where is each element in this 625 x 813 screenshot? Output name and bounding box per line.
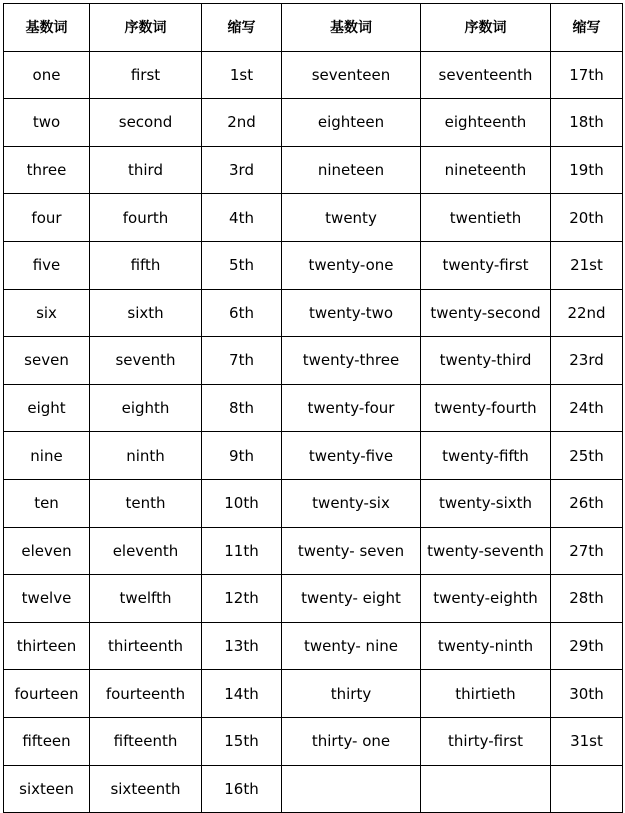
abbreviation-cell: 1st <box>202 51 282 99</box>
table-row <box>4 51 623 99</box>
cardinal-cell: nineteen <box>282 146 421 194</box>
ordinal-cell: twenty-second <box>421 289 551 337</box>
abbreviation-cell: 9th <box>202 432 282 480</box>
ordinal-cell: eleventh <box>90 527 202 575</box>
cardinal-cell: nine <box>4 432 90 480</box>
cardinal-cell: eleven <box>4 527 90 575</box>
abbreviation-cell: 27th <box>551 527 623 575</box>
cardinal-cell: twenty- seven <box>282 527 421 575</box>
header-cardinal-left: 基数词 <box>4 4 90 52</box>
table-row <box>4 337 623 385</box>
ordinal-cell: fifth <box>90 241 202 289</box>
cardinal-cell: twenty-one <box>282 241 421 289</box>
table-row <box>4 432 623 480</box>
header-abbr-right: 缩写 <box>551 4 623 52</box>
abbreviation-cell: 7th <box>202 337 282 385</box>
abbreviation-cell: 25th <box>551 432 623 480</box>
abbreviation-cell: 29th <box>551 622 623 670</box>
ordinal-cell: seventh <box>90 337 202 385</box>
table-row <box>4 146 623 194</box>
abbreviation-cell: 24th <box>551 384 623 432</box>
table-row <box>4 527 623 575</box>
abbreviation-cell: 8th <box>202 384 282 432</box>
cardinal-cell: two <box>4 99 90 147</box>
ordinal-cell: eighteenth <box>421 99 551 147</box>
ordinal-cell: sixth <box>90 289 202 337</box>
table-row <box>4 575 623 623</box>
abbreviation-cell: 2nd <box>202 99 282 147</box>
abbreviation-cell: 6th <box>202 289 282 337</box>
cardinal-cell: fourteen <box>4 670 90 718</box>
abbreviation-cell: 3rd <box>202 146 282 194</box>
ordinal-cell: tenth <box>90 479 202 527</box>
ordinal-cell: twentieth <box>421 194 551 242</box>
ordinal-cell: nineteenth <box>421 146 551 194</box>
cardinal-cell: seventeen <box>282 51 421 99</box>
abbreviation-cell: 28th <box>551 575 623 623</box>
ordinal-cell: twenty-third <box>421 337 551 385</box>
cardinal-cell: four <box>4 194 90 242</box>
cardinal-cell: five <box>4 241 90 289</box>
cardinal-cell: twenty <box>282 194 421 242</box>
ordinal-cell: thirteenth <box>90 622 202 670</box>
cardinal-cell: thirty <box>282 670 421 718</box>
ordinal-cell: third <box>90 146 202 194</box>
ordinal-cell: fifteenth <box>90 717 202 765</box>
ordinal-cell: twenty-sixth <box>421 479 551 527</box>
abbreviation-cell: 19th <box>551 146 623 194</box>
cardinal-cell: seven <box>4 337 90 385</box>
abbreviation-cell: 17th <box>551 51 623 99</box>
ordinal-cell: twenty-eighth <box>421 575 551 623</box>
header-ordinal-right: 序数词 <box>421 4 551 52</box>
ordinal-cell: twenty-fourth <box>421 384 551 432</box>
abbreviation-cell: 22nd <box>551 289 623 337</box>
cardinal-cell: twenty- eight <box>282 575 421 623</box>
ordinal-cell: ninth <box>90 432 202 480</box>
header-cardinal-right: 基数词 <box>282 4 421 52</box>
abbreviation-cell: 21st <box>551 241 623 289</box>
ordinal-cell: thirtieth <box>421 670 551 718</box>
table-row <box>4 622 623 670</box>
table-row <box>4 194 623 242</box>
table-row <box>4 99 623 147</box>
abbreviation-cell: 30th <box>551 670 623 718</box>
ordinal-cell: sixteenth <box>90 765 202 813</box>
header-abbr-left: 缩写 <box>202 4 282 52</box>
ordinal-cell: thirty-first <box>421 717 551 765</box>
ordinal-cell: seventeenth <box>421 51 551 99</box>
header-ordinal-left: 序数词 <box>90 4 202 52</box>
cardinal-cell: twenty-four <box>282 384 421 432</box>
cardinal-cell: three <box>4 146 90 194</box>
abbreviation-cell <box>551 765 623 813</box>
abbreviation-cell: 5th <box>202 241 282 289</box>
table-row <box>4 479 623 527</box>
table-body <box>4 51 623 813</box>
cardinal-cell: thirteen <box>4 622 90 670</box>
ordinal-cell: first <box>90 51 202 99</box>
abbreviation-cell: 10th <box>202 479 282 527</box>
cardinal-cell: twenty-two <box>282 289 421 337</box>
cardinal-cell: twenty-five <box>282 432 421 480</box>
cardinal-cell: eighteen <box>282 99 421 147</box>
table-row <box>4 289 623 337</box>
abbreviation-cell: 23rd <box>551 337 623 385</box>
cardinal-cell: eight <box>4 384 90 432</box>
number-table <box>3 3 623 813</box>
cardinal-cell <box>282 765 421 813</box>
abbreviation-cell: 12th <box>202 575 282 623</box>
ordinal-cell: fourteenth <box>90 670 202 718</box>
abbreviation-cell: 18th <box>551 99 623 147</box>
abbreviation-cell: 4th <box>202 194 282 242</box>
ordinal-cell <box>421 765 551 813</box>
table-row <box>4 384 623 432</box>
cardinal-cell: twenty-three <box>282 337 421 385</box>
abbreviation-cell: 14th <box>202 670 282 718</box>
table-row <box>4 670 623 718</box>
cardinal-cell: one <box>4 51 90 99</box>
ordinal-cell: twenty-fifth <box>421 432 551 480</box>
abbreviation-cell: 26th <box>551 479 623 527</box>
cardinal-cell: six <box>4 289 90 337</box>
ordinal-cell: twelfth <box>90 575 202 623</box>
cardinal-cell: fifteen <box>4 717 90 765</box>
ordinal-cell: twenty-first <box>421 241 551 289</box>
abbreviation-cell: 16th <box>202 765 282 813</box>
cardinal-cell: sixteen <box>4 765 90 813</box>
ordinal-cell: eighth <box>90 384 202 432</box>
table-row <box>4 241 623 289</box>
ordinal-cell: twenty-seventh <box>421 527 551 575</box>
abbreviation-cell: 31st <box>551 717 623 765</box>
cardinal-cell: ten <box>4 479 90 527</box>
header-row <box>4 4 623 52</box>
abbreviation-cell: 20th <box>551 194 623 242</box>
abbreviation-cell: 11th <box>202 527 282 575</box>
cardinal-cell: twenty- nine <box>282 622 421 670</box>
ordinal-cell: fourth <box>90 194 202 242</box>
abbreviation-cell: 13th <box>202 622 282 670</box>
abbreviation-cell: 15th <box>202 717 282 765</box>
cardinal-cell: twelve <box>4 575 90 623</box>
ordinal-cell: second <box>90 99 202 147</box>
cardinal-cell: thirty- one <box>282 717 421 765</box>
ordinal-cell: twenty-ninth <box>421 622 551 670</box>
table-row <box>4 717 623 765</box>
cardinal-cell: twenty-six <box>282 479 421 527</box>
table-row <box>4 765 623 813</box>
